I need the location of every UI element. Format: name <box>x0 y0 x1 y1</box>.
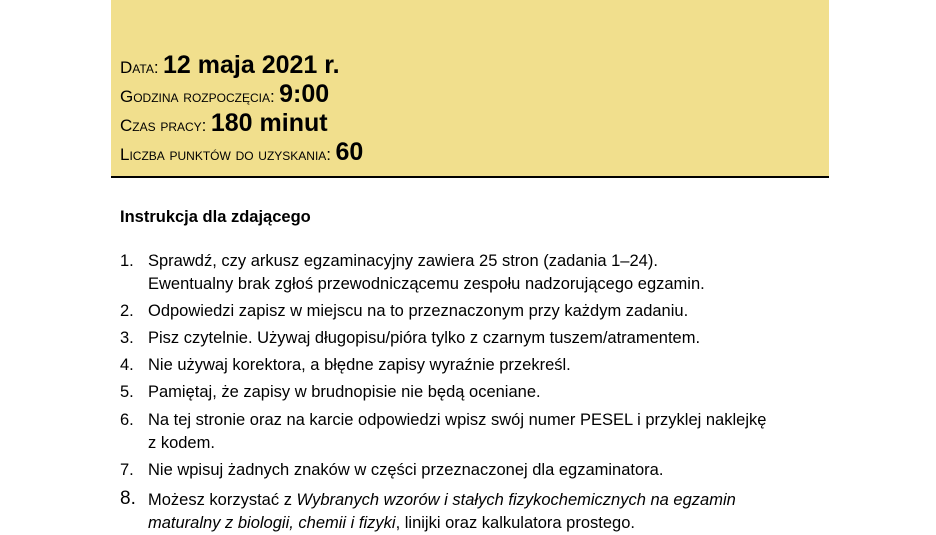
item-text: Ewentualny brak zgłoś przewodniczącemu zespołu nadzorującego egzamin. <box>148 275 705 293</box>
item-text: Możesz korzystać z <box>148 491 297 509</box>
resource-title: maturalny z biologii, chemii i fizyki <box>148 514 396 532</box>
duration-label: Czas pracy: <box>120 116 207 135</box>
start-value: 9:00 <box>279 80 330 108</box>
item-number: 6. <box>120 411 134 429</box>
item-text-line-1 <box>148 489 736 512</box>
instructions-title: Instrukcja dla zdającego <box>120 208 311 226</box>
points-value: 60 <box>335 138 364 166</box>
item-text-line-2 <box>148 512 736 535</box>
exam-date <box>120 53 340 78</box>
date-label: Data: <box>120 58 159 77</box>
item-text: Nie wpisuj żadnych znaków w części przeznaczonej dla egzaminatora. <box>148 461 664 479</box>
exam-info-box <box>111 0 829 178</box>
item-number: 1. <box>120 252 134 270</box>
item-number: 8. <box>120 488 136 509</box>
item-text: Nie używaj korektora, a błędne zapisy wyraźnie przekreśl. <box>148 356 571 374</box>
item-text: Na tej stronie oraz na karcie odpowiedzi wpisz swój numer PESEL i przyklej naklejkę <box>148 411 767 429</box>
item-number: 7. <box>120 461 134 479</box>
item-text: Pamiętaj, że zapisy w brudnopisie nie będą oceniane. <box>148 383 541 401</box>
start-label: Godzina rozpoczęcia: <box>120 87 275 106</box>
date-value: 12 maja 2021 r. <box>163 51 340 79</box>
item-text: Sprawdź, czy arkusz egzaminacyjny zawiera 25 stron (zadania 1–24). <box>148 252 658 270</box>
duration-value: 180 minut <box>210 109 328 137</box>
item-text: , linijki oraz kalkulatora prostego. <box>395 514 635 532</box>
item-text: Odpowiedzi zapisz w miejscu na to przeznaczonym przy każdym zadaniu. <box>148 302 689 320</box>
resource-title: Wybranych wzorów i stałych fizykochemicznych na egzamin <box>296 491 736 509</box>
item-text: Pisz czytelnie. Używaj długopisu/pióra tylko z czarnym tuszem/atramentem. <box>148 329 701 347</box>
item-number: 4. <box>120 356 134 374</box>
exam-points <box>120 140 363 165</box>
exam-duration <box>120 111 328 136</box>
points-label: Liczba punktów do uzyskania: <box>120 145 332 164</box>
item-number: 3. <box>120 329 134 347</box>
item-number: 2. <box>120 302 134 320</box>
item-text: z kodem. <box>148 434 215 452</box>
exam-start-time <box>120 82 329 107</box>
item-number: 5. <box>120 383 134 401</box>
